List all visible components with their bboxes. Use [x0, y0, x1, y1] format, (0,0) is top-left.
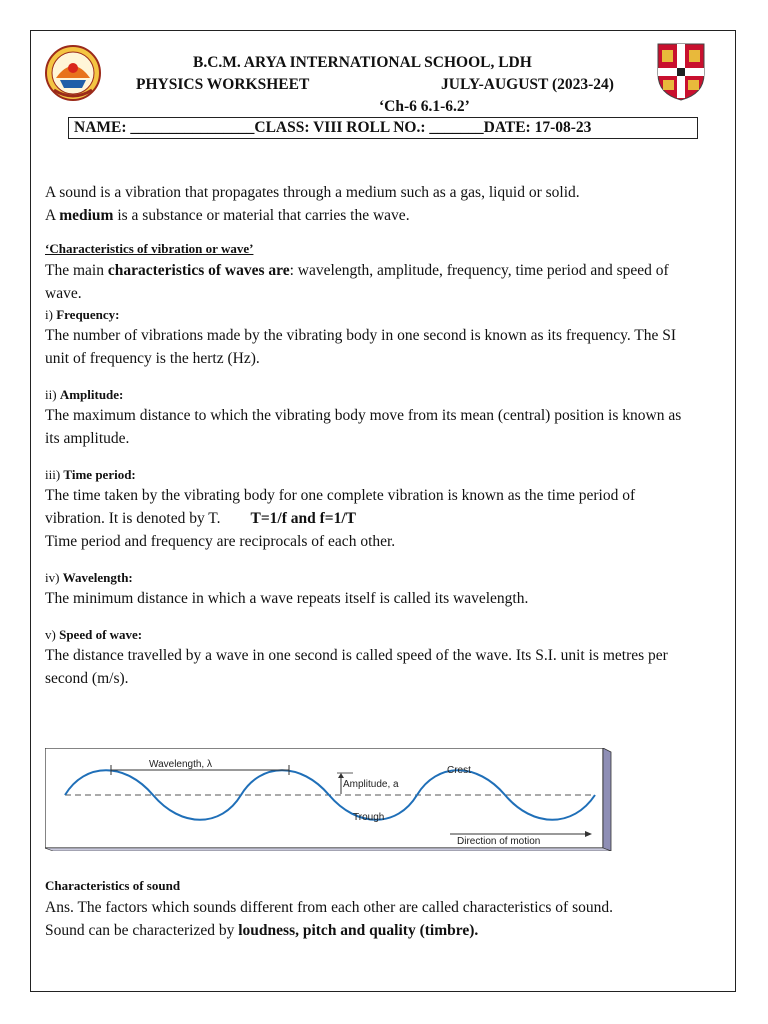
worksheet-session: JULY-AUGUST (2023-24): [441, 76, 614, 93]
amplitude-label: Amplitude, a: [343, 779, 399, 790]
worksheet-subject: PHYSICS WORKSHEET: [136, 76, 310, 93]
time-period-text: The time taken by the vibrating body for one complete vibration is known as the time period of vibration. It is denoted by T. T=1/f and f=1/T: [45, 487, 636, 527]
amplitude-heading: ii) Amplitude:: [45, 387, 124, 402]
school-name: B.C.M. ARYA INTERNATIONAL SCHOOL, LDH: [193, 54, 532, 71]
speed-text: The distance travelled by a wave in one second is called speed of the wave. Its S.I. unit is metres per second (m/s).: [45, 647, 668, 687]
student-info-line: NAME: ________________CLASS: VIII ROLL NO.: _______DATE: 17-08-23: [68, 117, 698, 139]
trough-label: Trough: [353, 812, 385, 823]
wave-diagram: [45, 748, 613, 851]
wavelength-heading: iv) Wavelength:: [45, 570, 133, 585]
time-period-extra: Time period and frequency are reciprocals of each other.: [45, 533, 396, 550]
worksheet-content: [45, 181, 695, 690]
sound-heading: Characteristics of sound: [45, 878, 181, 893]
time-period-formula: T=1/f and f=1/T: [250, 510, 357, 527]
time-period-heading: iii) Time period:: [45, 467, 136, 482]
chapter-label: ‘Ch-6 6.1-6.2’: [379, 98, 470, 115]
school-logo-icon: [44, 44, 102, 104]
frequency-heading: i) Frequency:: [45, 307, 120, 322]
sound-section: [45, 876, 695, 942]
frequency-text: The number of vibrations made by the vibrating body in one second is known as its frequency. The SI unit of frequency is the hertz (Hz).: [45, 327, 677, 367]
sound-answer: Ans. The factors which sounds different from each other are called characteristics of sound.: [45, 899, 613, 916]
sound-characterized: Sound can be characterized by loudness, pitch and quality (timbre).: [45, 922, 479, 939]
speed-heading: v) Speed of wave:: [45, 627, 143, 642]
wavelength-text: The minimum distance in which a wave repeats itself is called its wavelength.: [45, 590, 529, 607]
intro-line-2: A medium is a substance or material that carries the wave.: [45, 207, 410, 224]
cambridge-crest-icon: [656, 42, 706, 102]
direction-label: Direction of motion: [457, 836, 541, 847]
wavelength-label: Wavelength, λ: [149, 759, 212, 770]
characteristics-main: The main characteristics of waves are: wavelength, amplitude, frequency, time period and speed of wave.: [45, 262, 669, 302]
intro-line-1: A sound is a vibration that propagates through a medium such as a gas, liquid or solid.: [45, 184, 580, 201]
characteristics-heading: ‘Characteristics of vibration or wave’: [45, 241, 254, 256]
crest-label: Crest: [447, 765, 471, 776]
amplitude-text: The maximum distance to which the vibrating body move from its mean (central) position is known as its amplitude.: [45, 407, 682, 447]
